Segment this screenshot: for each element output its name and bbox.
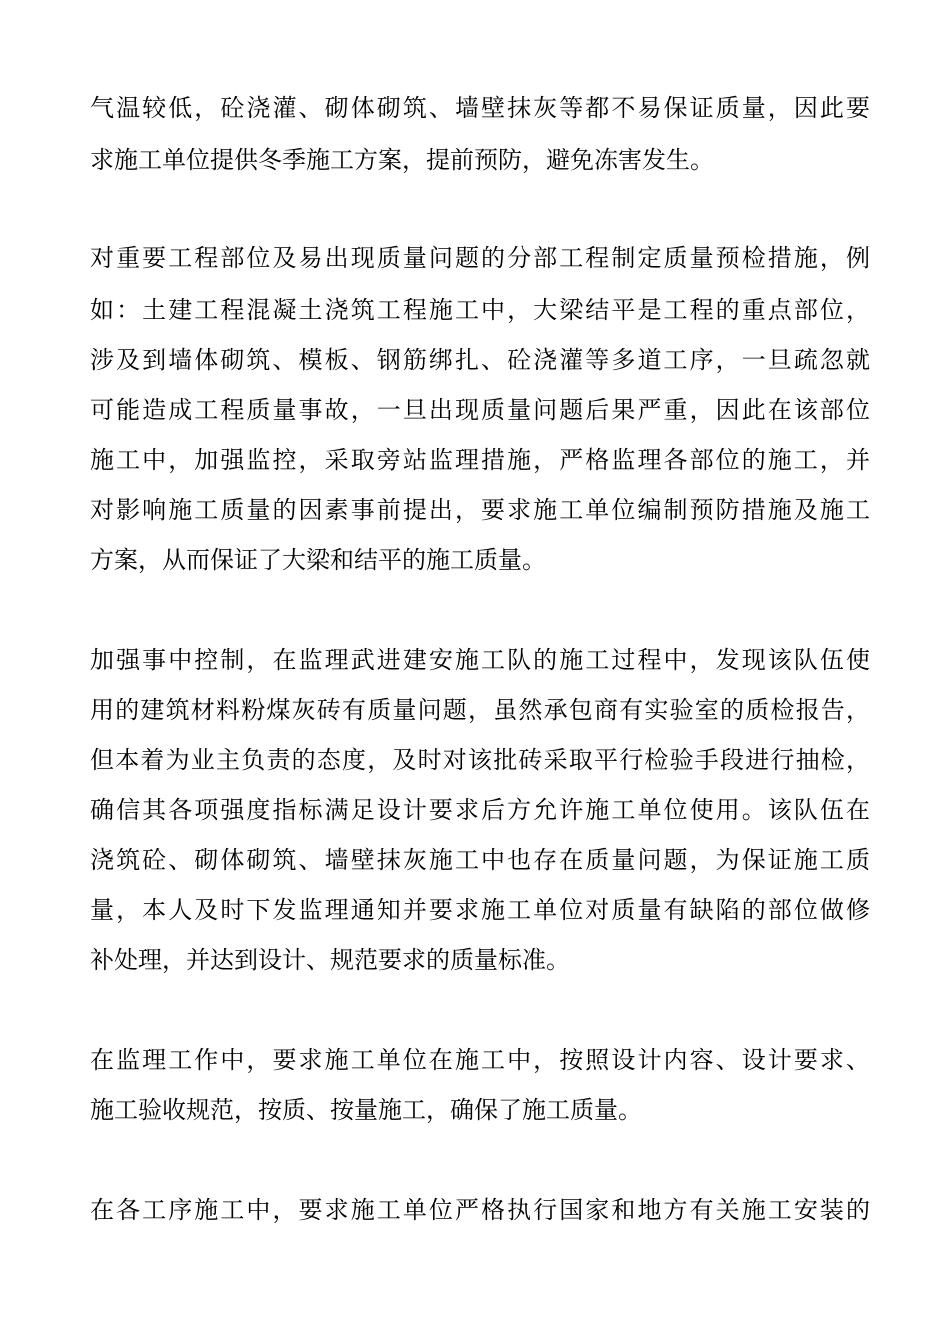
paragraph-2-line-7: 方案，从而保证了大梁和结平的施工质量。 (90, 546, 546, 574)
paragraph-1-line-2: 求施工单位提供冬季施工方案，提前预防，避免冻害发生。 (90, 146, 714, 174)
paragraph-3-line-6: 量，本人及时下发监理通知并要求施工单位对质量有缺陷的部位做修 (90, 896, 870, 924)
paragraph-1-line-1: 气温较低，砼浇灌、砌体砌筑、墙壁抹灰等都不易保证质量，因此要 (90, 94, 870, 122)
paragraph-2-line-1: 对重要工程部位及易出现质量问题的分部工程制定质量预检措施，例 (90, 244, 870, 272)
paragraph-3-line-5: 浇筑砼、砌体砌筑、墙壁抹灰施工中也存在质量问题，为保证施工质 (90, 846, 870, 874)
paragraph-2-line-3: 涉及到墙体砌筑、模板、钢筋绑扎、砼浇灌等多道工序，一旦疏忽就 (90, 346, 870, 374)
paragraph-4-line-1: 在监理工作中，要求施工单位在施工中，按照设计内容、设计要求、 (90, 1046, 870, 1074)
paragraph-3-line-3: 但本着为业主负责的态度，及时对该批砖采取平行检验手段进行抽检， (90, 746, 870, 774)
paragraph-2-line-2: 如：土建工程混凝土浇筑工程施工中，大梁结平是工程的重点部位， (90, 296, 870, 324)
paragraph-2-line-6: 对影响施工质量的因素事前提出，要求施工单位编制预防措施及施工 (90, 496, 870, 524)
paragraph-2-line-5: 施工中，加强监控，采取旁站监理措施，严格监理各部位的施工，并 (90, 446, 870, 474)
paragraph-2-line-4: 可能造成工程质量事故，一旦出现质量问题后果严重，因此在该部位 (90, 396, 870, 424)
paragraph-4-line-2: 施工验收规范，按质、按量施工，确保了施工质量。 (90, 1096, 642, 1124)
paragraph-3-line-2: 用的建筑材料粉煤灰砖有质量问题，虽然承包商有实验室的质检报告， (90, 696, 870, 724)
paragraph-3-line-4: 确信其各项强度指标满足设计要求后方允许施工单位使用。该队伍在 (90, 796, 870, 824)
paragraph-3-line-7: 补处理，并达到设计、规范要求的质量标准。 (90, 946, 570, 974)
paragraph-5-line-1: 在各工序施工中，要求施工单位严格执行国家和地方有关施工安装的 (90, 1196, 870, 1224)
paragraph-3-line-1: 加强事中控制，在监理武进建安施工队的施工过程中，发现该队伍使 (90, 646, 870, 674)
